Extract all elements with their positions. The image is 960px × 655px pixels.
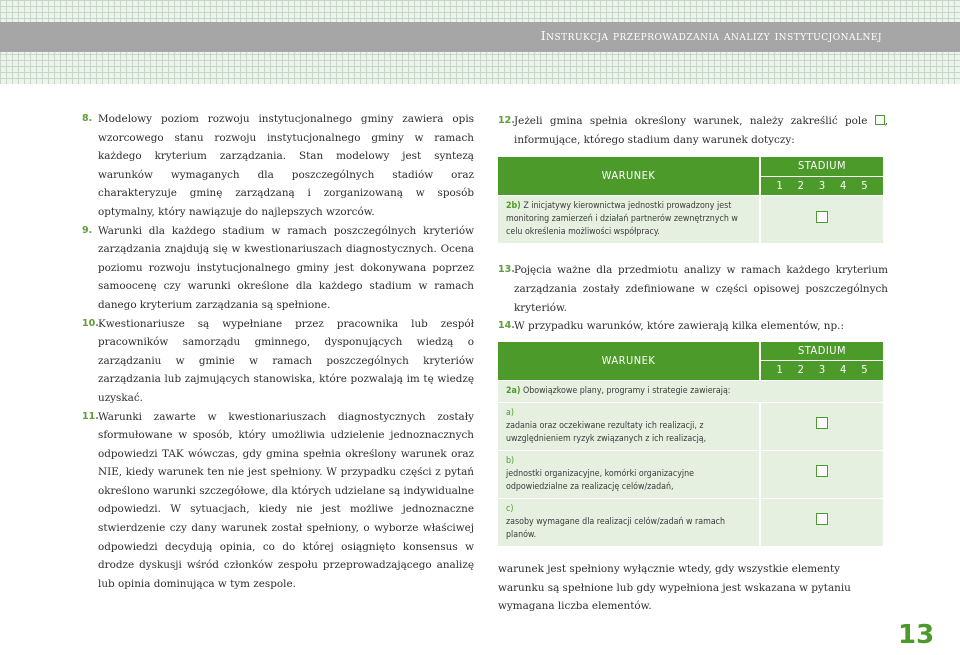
table-row xyxy=(498,380,883,402)
paragraph-10 xyxy=(82,315,474,408)
paragraph-number: 8. xyxy=(82,113,93,124)
page-number: 13 xyxy=(898,620,935,650)
condition-head-cell xyxy=(498,380,883,402)
stage-number: 2 xyxy=(797,363,804,377)
paragraph-number: 11. xyxy=(82,410,99,422)
stage-checkbox[interactable] xyxy=(816,465,828,477)
stage-number: 3 xyxy=(818,178,826,192)
stage-number: 5 xyxy=(861,178,868,192)
stage-number: 4 xyxy=(840,178,847,192)
paragraph-number: 14. xyxy=(498,320,515,332)
column-header-warunek: WARUNEK xyxy=(498,157,760,196)
stage-checkbox-cell xyxy=(760,450,883,498)
header-grid-band xyxy=(0,0,960,84)
stage-checkbox[interactable] xyxy=(816,211,828,223)
paragraph-11 xyxy=(82,408,474,594)
item-text: zadania oraz oczekiwane rezultaty ich realizacji, z uwzględnieniem ryzyk związanych z ich realizacją, xyxy=(506,420,707,444)
paragraph-14 xyxy=(498,317,888,336)
item-text: zasoby wymagane dla realizacji celów/zadań w ramach planów. xyxy=(506,516,726,540)
condition-item-cell xyxy=(498,450,760,498)
column-header-warunek: WARUNEK xyxy=(498,342,760,381)
paragraph-number: 13. xyxy=(498,264,515,276)
condition-label: 2b) xyxy=(506,201,521,212)
item-letter: a) xyxy=(506,407,514,418)
table-row xyxy=(498,196,883,244)
paragraph-13 xyxy=(498,261,888,317)
closing-note: warunek jest spełniony wyłącznie wtedy, gdy wszystkie elementy warunku są spełnione lub gdy wypełniona jest wskazana w pytaniu wymagana liczba elementów. xyxy=(498,562,851,613)
paragraph-text: Warunki zawarte w kwestionariuszach diagnostycznych zostały sformułowane w sposób, który umożliwia udzielenie jednoznacznych odpowiedzi TAK wówczas, gdy gmina spełnia określony warunek oraz NIE, kiedy warunek ten nie jest spełniony. W przypadku części z pytań określono warunki szczegółowe, dla których udzielane są indywidualne odpowiedzi. W sytuacjach, kiedy nie jest możliwe jednoznaczne stwierdzenie czy dany warunek został spełniony, o wyborze właściwej odpowiedzi decydują opinia, co do której osiągnięto konsensus w drodze dyskusji wśród członków zespołu przeprowadzającego analizę lub opinia dominująca w tym zespole. xyxy=(98,410,474,590)
column-header-stadium: STADIUM xyxy=(760,157,883,176)
stage-checkbox[interactable] xyxy=(816,417,828,429)
stage-number: 4 xyxy=(840,363,847,377)
stage-number: 5 xyxy=(861,363,868,377)
condition-item-cell xyxy=(498,402,760,450)
example-table-1 xyxy=(498,157,883,243)
paragraph-9 xyxy=(82,222,474,315)
stage-numbers xyxy=(760,361,883,381)
paragraph-text-before: Jeżeli gmina spełnia określony warunek, należy zakreślić pole xyxy=(514,115,868,127)
paragraph-number: 10. xyxy=(82,317,99,329)
paragraph-12 xyxy=(498,112,888,149)
stage-checkbox-cell xyxy=(760,196,883,244)
stage-checkbox-cell xyxy=(760,402,883,450)
paragraph-text: Modelowy poziom rozwoju instytucjonalnego gminy zawiera opis wzorcowego stanu rozwoju instytucjonalnego gminy w ramach każdego kryterium zarządzania. Stan modelowy jest syntezą warunków wymaganych dla poszczególnych stadiów oraz charakteryzuje gminę zarządzaną i zorganizowaną w sposób optymalny, który nawiązuje do najlepszych wzorców. xyxy=(98,113,474,218)
paragraph-number: 9. xyxy=(82,224,93,236)
stage-number: 2 xyxy=(797,178,804,192)
checkbox-icon xyxy=(875,115,885,125)
paragraph-number: 12. xyxy=(498,115,515,126)
condition-item-cell xyxy=(498,498,760,546)
condition-text: Obowiązkowe plany, programy i strategie zawierają: xyxy=(522,385,731,396)
stage-number: 1 xyxy=(776,178,783,192)
condition-text: Z inicjatywy kierownictwa jednostki prowadzony jest monitoring zamierzeń i działań partnerów zewnętrznych w celu określenia możliwości współpracy. xyxy=(506,201,738,238)
right-column xyxy=(498,112,888,616)
example-table-2 xyxy=(498,342,883,546)
paragraph-text: W przypadku warunków, które zawierają kilka elementów, np.: xyxy=(514,320,844,333)
stage-numbers xyxy=(760,176,883,196)
item-text: jednostki organizacyjne, komórki organizacyjne odpowiedzialne za realizację celów/zadań, xyxy=(506,468,695,492)
left-column xyxy=(82,110,474,593)
stage-number: 3 xyxy=(818,363,826,377)
paragraph-text-after: , informujące, którego stadium dany warunek dotyczy: xyxy=(514,115,888,146)
stage-checkbox-cell xyxy=(760,498,883,546)
condition-cell xyxy=(498,196,760,244)
column-header-stadium: STADIUM xyxy=(760,342,883,361)
table-row xyxy=(498,450,883,498)
table-row xyxy=(498,498,883,546)
paragraph-text: Warunki dla każdego stadium w ramach poszczególnych kryteriów zarządzania znajdują się w kwestionariuszach diagnostycznych. Ocena poziomu rozwoju instytucjonalnego gminy jest dokonywana poprzez samoocenę czy warunki określone dla każdego stadium w ramach danego kryterium zarządzania są spełnione. xyxy=(98,224,474,311)
stage-checkbox[interactable] xyxy=(816,513,828,525)
condition-label: 2a) xyxy=(506,385,521,396)
item-letter: b) xyxy=(506,455,515,466)
stage-number: 1 xyxy=(776,363,783,377)
table-row xyxy=(498,402,883,450)
running-head-title: Instrukcja przeprowadzania analizy instytucjonalnej xyxy=(540,28,882,43)
item-letter: c) xyxy=(506,503,514,514)
paragraph-text: Pojęcia ważne dla przedmiotu analizy w ramach każdego kryterium zarządzania zostały zdefiniowane w części opisowej poszczególnych kryteriów. xyxy=(514,264,888,314)
paragraph-text: Kwestionariusze są wypełniane przez pracownika lub zespół pracowników samorządu gminnego, dysponujących wiedzą o zarządzaniu w gminie w ramach poszczególnych kryteriów zarządzania lub zajmujących stanowiska, które pozwalają im tę wiedzę uzyskać. xyxy=(98,317,474,404)
paragraph-8 xyxy=(82,110,474,222)
